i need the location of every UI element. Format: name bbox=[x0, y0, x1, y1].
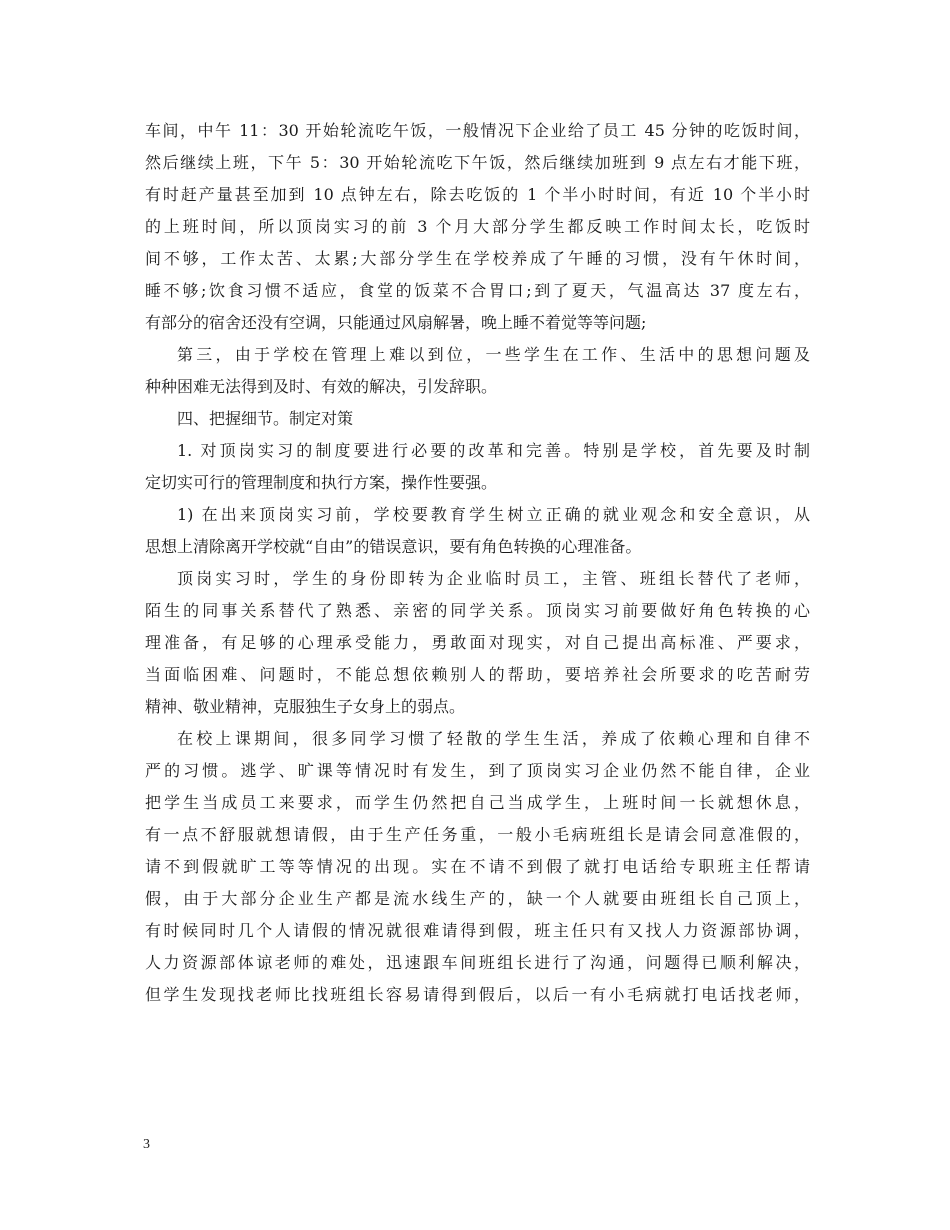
text-line: 思想上清除离开学校就“自由”的错误意识，要有角色转换的心理准备。 bbox=[145, 537, 642, 556]
text-line: 有时赶产量甚至加到 10 点钟左右，除去吃饭的 1 个半小时时间，有近 10 个半小时 bbox=[145, 185, 810, 204]
text-line: 当面临困难、问题时，不能总想依赖别人的帮助，要培养社会所要求的吃苦耐劳 bbox=[145, 665, 810, 684]
page-number: 3 bbox=[143, 1137, 150, 1152]
text-line: 但学生发现找老师比找班组长容易请得到假后，以后一有小毛病就打电话找老师， bbox=[145, 985, 810, 1004]
text-line: 顶岗实习时，学生的身份即转为企业临时员工，主管、班组长替代了老师， bbox=[177, 569, 810, 588]
text-line: 陌生的同事关系替代了熟悉、亲密的同学关系。顶岗实习前要做好角色转换的心 bbox=[145, 601, 810, 620]
text-line: 把学生当成员工来要求，而学生仍然把自己当成学生，上班时间一长就想休息， bbox=[145, 793, 810, 812]
text-line: 间不够，工作太苦、太累;大部分学生在学校养成了午睡的习惯，没有午休时间， bbox=[145, 249, 810, 268]
text-line: 定切实可行的管理制度和执行方案，操作性要强。 bbox=[145, 473, 498, 492]
text-line: 严的习惯。逃学、旷课等情况时有发生，到了顶岗实习企业仍然不能自律，企业 bbox=[145, 761, 810, 780]
text-line: 四、把握细节。制定对策 bbox=[177, 409, 354, 428]
text-line: 睡不够;饮食习惯不适应，食堂的饭菜不合胃口;到了夏天，气温高达 37 度左右， bbox=[145, 281, 810, 300]
text-line: 请不到假就旷工等等情况的出现。实在不请不到假了就打电话给专职班主任帮请 bbox=[145, 857, 810, 876]
text-line: 有部分的宿舍还没有空调，只能通过风扇解暑，晚上睡不着觉等等问题; bbox=[145, 313, 647, 332]
text-line: 精神、敬业精神，克服独生子女身上的弱点。 bbox=[145, 697, 466, 716]
text-line: 1) 在出来顶岗实习前，学校要教育学生树立正确的就业观念和安全意识，从 bbox=[177, 505, 810, 524]
text-line: 第三，由于学校在管理上难以到位，一些学生在工作、生活中的思想问题及 bbox=[177, 345, 810, 364]
text-line: 1. 对顶岗实习的制度要进行必要的改革和完善。特别是学校，首先要及时制 bbox=[177, 441, 810, 460]
text-line: 种种困难无法得到及时、有效的解决，引发辞职。 bbox=[145, 377, 498, 396]
text-line: 有时候同时几个人请假的情况就很难请得到假，班主任只有又找人力资源部协调， bbox=[145, 921, 810, 940]
text-line: 有一点不舒服就想请假，由于生产任务重，一般小毛病班组长是请会同意准假的， bbox=[145, 825, 810, 844]
text-line: 人力资源部体谅老师的难处，迅速跟车间班组长进行了沟通，问题得已顺利解决， bbox=[145, 953, 810, 972]
text-line: 在校上课期间，很多同学习惯了轻散的学生生活，养成了依赖心理和自律不 bbox=[177, 729, 810, 748]
text-line: 理准备，有足够的心理承受能力，勇敢面对现实，对自己提出高标准、严要求， bbox=[145, 633, 810, 652]
document-body bbox=[145, 115, 810, 1011]
text-line: 车间，中午 11：30 开始轮流吃午饭，一般情况下企业给了员工 45 分钟的吃饭时间， bbox=[145, 121, 810, 140]
text-line: 的上班时间，所以顶岗实习的前 3 个月大部分学生都反映工作时间太长，吃饭时 bbox=[145, 217, 810, 236]
text-line: 假，由于大部分企业生产都是流水线生产的，缺一个人就要由班组长自己顶上， bbox=[145, 889, 810, 908]
text-line: 然后继续上班，下午 5：30 开始轮流吃下午饭，然后继续加班到 9 点左右才能下班， bbox=[145, 153, 810, 172]
